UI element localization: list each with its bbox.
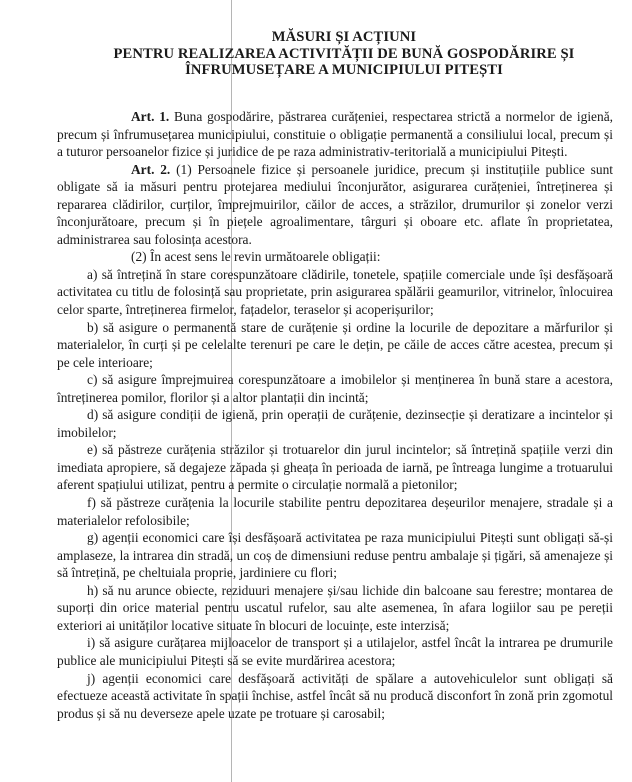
article-1-label: Art. 1. [131,109,170,124]
obligation-item-g: g) agenții economici care își desfășoară activitatea pe raza municipiului Pitești sunt obligați să-și amplaseze, la intrarea din stradă, un coș de dimensiuni reduse pentru ambalaje și țigări, să amenajeze și să întrețină, pe cheltuiala proprie, jardiniere cu flori; [57,530,613,581]
obligation-item-d: d) să asigure condiții de igienă, prin operații de curățenie, dezinsecție și deratizare a incintelor și imobilelor; [57,407,613,440]
document-title [0,29,632,79]
obligation-item-c: c) să asigure împrejmuirea corespunzătoare a imobilelor și menținerea în bună stare a acestora, întreținerea pomilor, florilor și a altor plantații din incintă; [57,372,613,405]
article-2-label: Art. 2. [131,161,171,177]
article-2-text: (1) Persoanele fizice și persoanele juridice, precum și instituțiile publice sunt obligate să ia măsuri pentru protejarea mediului înconjurător, asigurarea curățeniei, întreținerea și repararea clădirilor, curților, împrejmuirilor, căilor de acces, a străzilor, drumurilor și zonelor verzi înconjurătoare, precum și în piețele agroalimentare, târguri și oboare etc. aflate în proprietatea, administrarea sau folosința acestora. [57,161,613,247]
title-line-2: PENTRU REALIZAREA ACTIVITĂȚII DE BUNĂ GOSPODĂRIRE ȘI [113,45,575,62]
article-1 [57,108,613,161]
obligation-item-a: a) să întrețină în stare corespunzătoare clădirile, tonetele, spațiile comerciale unde își desfășoară activitatea cu titlu de folosință sau proprietate, prin asigurarea spălării geamurilor, vitrinelor, înlocuirea celor sparte, întreținerea firmelor, fațadelor, teraselor și acoperișurilor; [57,266,613,318]
obligation-item-i: i) să asigure curățarea mijloacelor de transport și a utilajelor, astfel încât la intrarea pe drumurile publice ale municipiului Pitești să se evite murdărirea acestora; [57,635,613,668]
obligation-item-f: f) să păstreze curățenia la locurile stabilite pentru depozitarea deșeurilor menajere, stradale și a materialelor refolosibile; [57,495,613,528]
document-body [57,108,613,722]
title-line-1: MĂSURI ȘI ACȚIUNI [271,29,417,45]
obligation-item-e: e) să păstreze curățenia străzilor și trotuarelor din jurul incintelor; să întrețină spațiile verzi din imediata apropiere, să degajeze zăpada și gheața în perioada de iarnă, pe întreaga lungime a trotuarului aferent spațiului utilizat, pentru a permite o circulație normală a pietonilor; [57,442,613,493]
article-2-subsection-2: (2) În acest sens le revin următoarele obligații: [131,249,381,265]
obligation-item-b: b) să asigure o permanentă stare de curățenie și ordine la locurile de depozitare a mărfurilor și materialelor, în curți și pe celelalte terenuri pe care le dețin, pe căile de acces către acestea, precum și pe cele interioare; [57,319,613,370]
title-line-3: ÎNFRUMUSEȚARE A MUNICIPIULUI PITEȘTI [185,62,503,79]
obligation-item-h: h) să nu arunce obiecte, reziduuri menajere și/sau lichide din balcoane sau ferestre; montarea de suporți din orice material pentru uscatul rufelor, sau alte asemenea, în afara logiilor sau pe pereții exteriori ai unităților locative situate în blocuri de locuințe, este interzisă; [57,582,613,633]
article-1-text: Buna gospodărire, păstrarea curățeniei, respectarea strictă a normelor de igienă, precum și înfrumusețarea municipiului, constituie o obligație permanentă a consiliului local, precum și a tuturor persoanelor fizice și juridice de pe raza administrativ-teritorială a municipiului Pitești. [57,109,613,160]
obligation-item-j: j) agenții economici care desfășoară activități de spălare a autovehiculelor sunt obligați să efectueze această activitate în spații închise, astfel încât să nu producă disconfort în zonă prin zgomotul produs și să nu deverseze apele uzate pe trotuare și carosabil; [57,670,613,721]
article-2 [57,161,613,249]
